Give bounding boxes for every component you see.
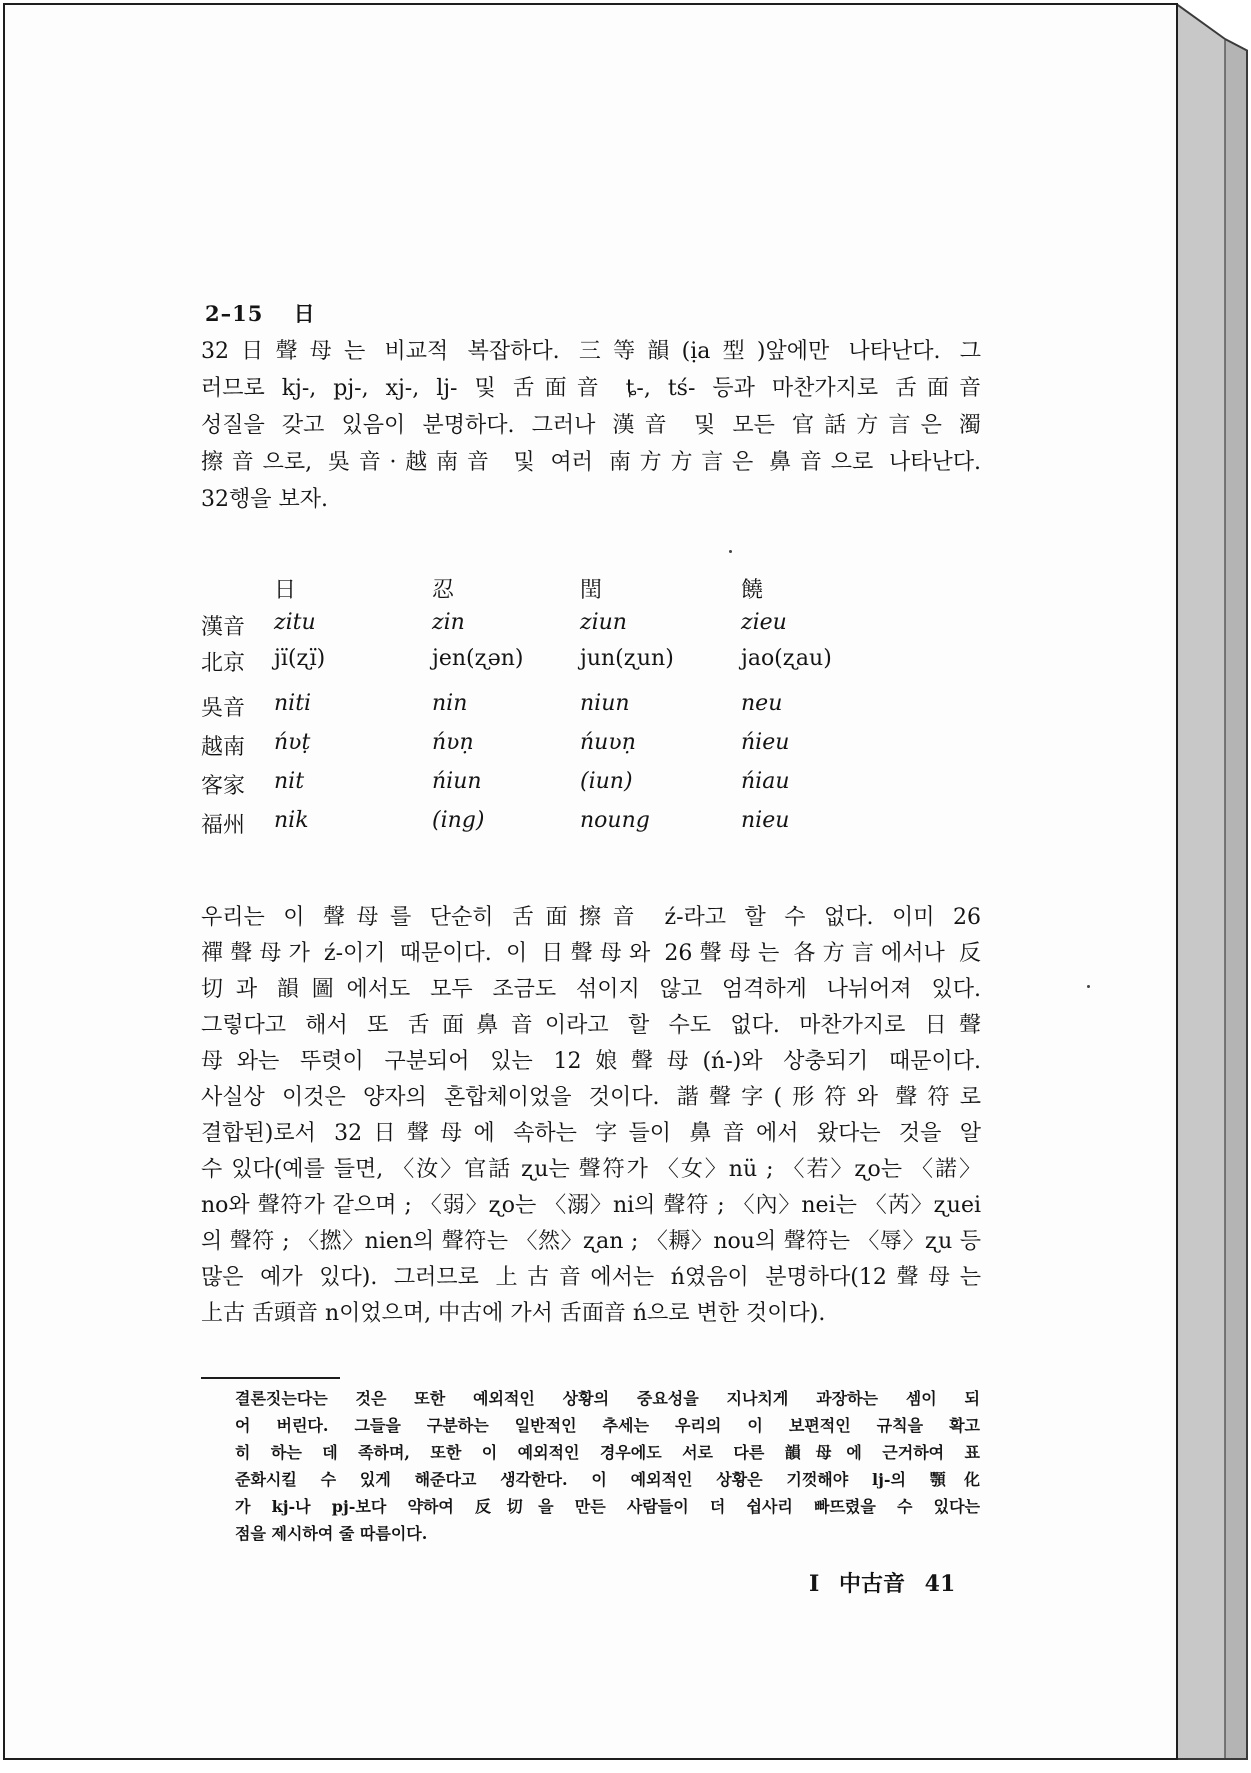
footnote-line: 어 버린다. 그들을 구분하는 일반적인 추세는 우리의 이 보편적인 규칙을 확고 — [235, 1416, 980, 1435]
column-header: 日 — [274, 578, 297, 603]
reading-cell: ziun — [580, 610, 627, 635]
reading-cell: zitu — [274, 610, 316, 635]
reading-cell: (iun) — [580, 769, 633, 794]
book-page — [3, 3, 1178, 1760]
paragraph-line: 결합된)로서 32日聲母에 속하는 字들이 鼻音에서 왔다는 것을 알 — [201, 1121, 981, 1146]
reading-cell: noung — [580, 808, 650, 833]
reading-cell: nieu — [741, 808, 790, 833]
column-header: 饒 — [741, 578, 764, 603]
footnote — [235, 1385, 980, 1547]
column-header: 忍 — [432, 578, 455, 603]
paragraph-intro — [201, 333, 981, 518]
dialect-label: 北京 — [201, 651, 246, 676]
page-stack-edge — [1175, 3, 1248, 1760]
dialect-label: 福州 — [201, 813, 246, 838]
section-number: 2–15 — [205, 301, 264, 326]
scan-speck — [1087, 985, 1090, 988]
reading-cell: nit — [274, 769, 305, 794]
dialect-label: 漢音 — [201, 615, 246, 640]
paragraph-line: 32행을 보자. — [201, 487, 328, 512]
paragraph-line: 擦音으로, 吳音·越南音 및 여러 南方方言은 鼻音으로 나타난다. — [201, 450, 981, 475]
section-title: 日 — [293, 301, 316, 326]
paragraph-line: 사실상 이것은 양자의 혼합체이었을 것이다. 諧聲字(形符와 聲符로 — [201, 1085, 981, 1110]
reading-cell: ńʋṇ — [432, 730, 474, 755]
footnote-line: 결론짓는다는 것은 또한 예외적인 상황의 중요성을 지나치게 과장하는 셈이 되 — [235, 1389, 980, 1408]
chapter-title: 中古音 — [838, 1571, 905, 1597]
paragraph-line: 母와는 뚜렷이 구분되어 있는 12娘聲母(ń-)와 상충되기 때문이다. — [201, 1049, 981, 1074]
paragraph-main — [201, 900, 981, 1332]
reading-cell: jen(ʐən) — [432, 646, 524, 671]
reading-cell: zieu — [741, 610, 787, 635]
reading-cell: ńiun — [432, 769, 482, 794]
footnote-divider — [201, 1377, 340, 1379]
reading-cell: jun(ʐun) — [580, 646, 674, 671]
reading-cell: ńiau — [741, 769, 790, 794]
footnote-line: 준화시킬 수 있게 해준다고 생각한다. 이 예외적인 상황은 기껏해야 lj-의 顎化 — [235, 1470, 980, 1489]
scan-speck — [729, 550, 732, 553]
dialect-label: 客家 — [201, 774, 246, 799]
dialect-label: 越南 — [201, 735, 246, 760]
paragraph-line: 上古 舌頭音 n이었으며, 中古에 가서 舌面音 ń으로 변한 것이다). — [201, 1301, 826, 1326]
paragraph-line: 수 있다(예를 들면, 〈汝〉官話 ʐu는 聲符가 〈女〉nü ; 〈若〉ʐo는 〈諾〉 — [201, 1157, 981, 1182]
reading-cell: neu — [741, 691, 783, 716]
paragraph-line: 禪聲母가 ź-이기 때문이다. 이 日聲母와 26聲母는 各方言에서나 反 — [201, 941, 981, 966]
reading-cell: (ing) — [432, 808, 485, 833]
reading-cell: niti — [274, 691, 312, 716]
reading-cell: niun — [580, 691, 630, 716]
footnote-line: 점을 제시하여 줄 따름이다. — [235, 1524, 428, 1543]
paragraph-line: 우리는 이 聲母를 단순히 舌面擦音 ź-라고 할 수 없다. 이미 26 — [201, 905, 981, 930]
column-header: 閏 — [580, 578, 603, 603]
chapter-number: I — [809, 1571, 820, 1597]
reading-cell: nin — [432, 691, 468, 716]
section-heading — [205, 298, 316, 328]
reading-cell: nik — [274, 808, 309, 833]
paragraph-line: 성질을 갖고 있음이 분명하다. 그러나 漢音 및 모든 官話方言은 濁 — [201, 413, 981, 438]
reading-cell: jao(ʐau) — [741, 646, 832, 671]
reading-cell: ńuʋṇ — [580, 730, 636, 755]
paragraph-line: 많은 예가 있다). 그러므로 上古音에서는 ń였음이 분명하다(12聲母는 — [201, 1265, 981, 1290]
paragraph-line: 러므로 kj-, pj-, xj-, lj- 및 舌面音 ȶ-, tś- 등과 마찬가지로 舌面音 — [201, 376, 981, 401]
reading-cell: ńʋṭ — [274, 730, 311, 755]
reading-cell: jï(ʐï) — [274, 646, 326, 671]
footnote-line: 히 하는 데 족하며, 또한 이 예외적인 경우에도 서로 다른 韻母에 근거하여 표 — [235, 1443, 980, 1462]
paragraph-line: 切과 韻圖에서도 모두 조금도 섞이지 않고 엄격하게 나뉘어져 있다. — [201, 977, 981, 1002]
reading-cell: ńieu — [741, 730, 790, 755]
page-content — [5, 5, 1180, 1762]
dialect-label: 吳音 — [201, 696, 246, 721]
paragraph-line: no와 聲符가 같으며 ; 〈弱〉ʐo는 〈溺〉ni의 聲符 ; 〈內〉nei는 〈芮〉ʐuei — [201, 1193, 981, 1218]
paragraph-line: 그렇다고 해서 또 舌面鼻音이라고 할 수도 없다. 마찬가지로 日聲 — [201, 1013, 981, 1038]
page-number: 41 — [924, 1571, 956, 1597]
running-footer — [809, 1567, 967, 1598]
paragraph-line: 의 聲符 ; 〈撚〉nien의 聲符는 〈然〉ʐan ; 〈耨〉nou의 聲符는 〈辱〉ʐu 등 — [201, 1229, 981, 1254]
paragraph-line: 32日聲母는 비교적 복잡하다. 三等韻(ịa型)앞에만 나타난다. 그 — [201, 339, 981, 364]
reading-cell: zin — [432, 610, 465, 635]
footnote-line: 가 kj-나 pj-보다 약하여 反切을 만든 사람들이 더 쉽사리 빠뜨렸을 수 있다는 — [235, 1497, 980, 1516]
